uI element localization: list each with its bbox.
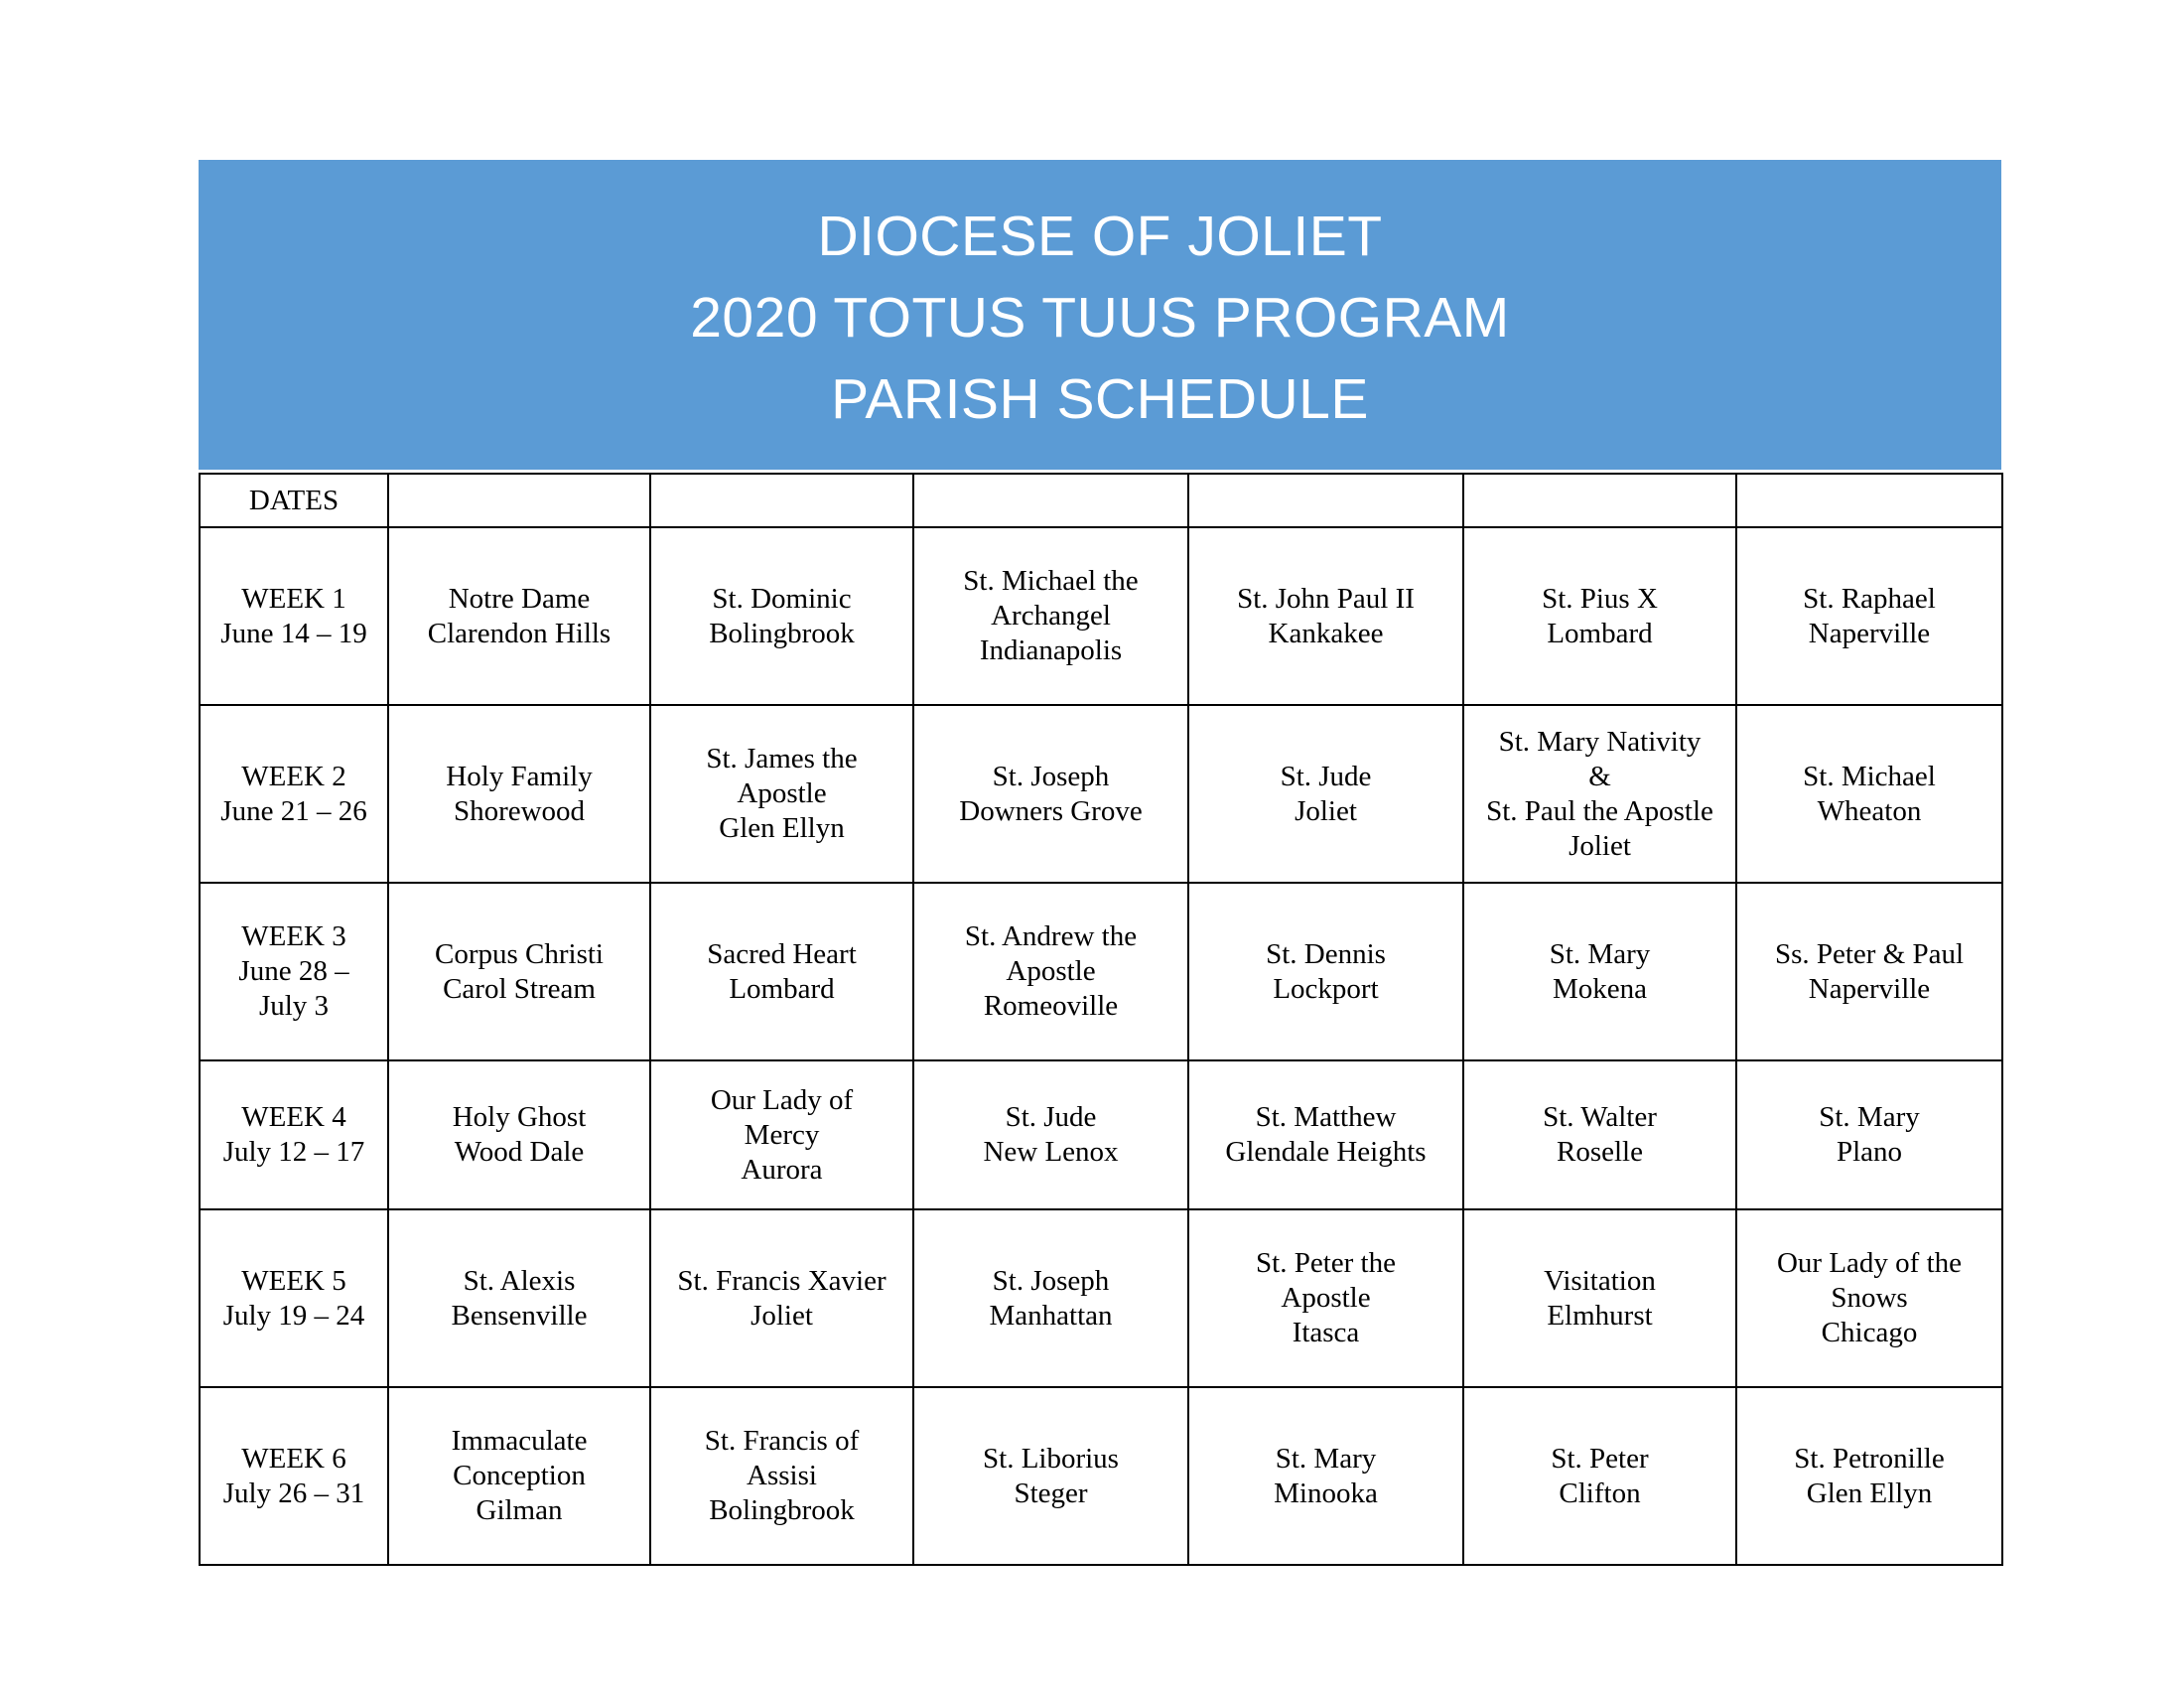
parish-cell: St. Dennis Lockport xyxy=(1188,883,1463,1060)
parish-cell: St. Francis of Assisi Bolingbrook xyxy=(650,1387,913,1565)
parish-cell: St. Joseph Manhattan xyxy=(913,1209,1188,1387)
parish-cell: St. James the Apostle Glen Ellyn xyxy=(650,705,913,883)
week-dates-cell: WEEK 1 June 14 – 19 xyxy=(200,527,388,705)
parish-cell: Sacred Heart Lombard xyxy=(650,883,913,1060)
title-program: 2020 TOTUS TUUS PROGRAM xyxy=(690,286,1510,350)
parish-cell: St. Liborius Steger xyxy=(913,1387,1188,1565)
parish-cell: St. Dominic Bolingbrook xyxy=(650,527,913,705)
parish-cell: St. Jude New Lenox xyxy=(913,1060,1188,1209)
parish-cell: Our Lady of the Snows Chicago xyxy=(1736,1209,2002,1387)
parish-cell: St. Peter Clifton xyxy=(1463,1387,1736,1565)
header-cell-dates: DATES xyxy=(200,474,388,527)
header-cell xyxy=(913,474,1188,527)
parish-cell: St. Raphael Naperville xyxy=(1736,527,2002,705)
parish-cell: Holy Family Shorewood xyxy=(388,705,650,883)
parish-schedule-table xyxy=(199,473,2003,1566)
header-cell xyxy=(1736,474,2002,527)
parish-cell: St. Andrew the Apostle Romeoville xyxy=(913,883,1188,1060)
parish-cell: St. Pius X Lombard xyxy=(1463,527,1736,705)
week-dates-cell: WEEK 5 July 19 – 24 xyxy=(200,1209,388,1387)
schedule-title-banner xyxy=(199,160,2001,470)
table-row xyxy=(200,527,2002,705)
week-dates-cell: WEEK 4 July 12 – 17 xyxy=(200,1060,388,1209)
parish-cell: St. Michael the Archangel Indianapolis xyxy=(913,527,1188,705)
parish-cell: St. John Paul II Kankakee xyxy=(1188,527,1463,705)
parish-cell: St. Joseph Downers Grove xyxy=(913,705,1188,883)
parish-cell: St. Petronille Glen Ellyn xyxy=(1736,1387,2002,1565)
parish-cell: Visitation Elmhurst xyxy=(1463,1209,1736,1387)
parish-cell: St. Jude Joliet xyxy=(1188,705,1463,883)
parish-cell: Holy Ghost Wood Dale xyxy=(388,1060,650,1209)
week-dates-cell: WEEK 6 July 26 – 31 xyxy=(200,1387,388,1565)
title-diocese: DIOCESE OF JOLIET xyxy=(817,205,1383,268)
parish-cell: St. Mary Mokena xyxy=(1463,883,1736,1060)
table-row xyxy=(200,1209,2002,1387)
parish-cell: St. Peter the Apostle Itasca xyxy=(1188,1209,1463,1387)
header-cell xyxy=(1188,474,1463,527)
parish-cell: St. Alexis Bensenville xyxy=(388,1209,650,1387)
header-cell xyxy=(1463,474,1736,527)
table-row xyxy=(200,1387,2002,1565)
header-cell xyxy=(650,474,913,527)
title-schedule: PARISH SCHEDULE xyxy=(831,367,1369,431)
table-row xyxy=(200,883,2002,1060)
week-dates-cell: WEEK 2 June 21 – 26 xyxy=(200,705,388,883)
parish-cell: Immaculate Conception Gilman xyxy=(388,1387,650,1565)
parish-cell: St. Michael Wheaton xyxy=(1736,705,2002,883)
parish-cell: St. Matthew Glendale Heights xyxy=(1188,1060,1463,1209)
week-dates-cell: WEEK 3 June 28 – July 3 xyxy=(200,883,388,1060)
table-header-row xyxy=(200,474,2002,527)
parish-cell: St. Mary Nativity & St. Paul the Apostle Joliet xyxy=(1463,705,1736,883)
parish-cell: St. Mary Plano xyxy=(1736,1060,2002,1209)
parish-cell: Notre Dame Clarendon Hills xyxy=(388,527,650,705)
parish-cell: Ss. Peter & Paul Naperville xyxy=(1736,883,2002,1060)
parish-cell: Our Lady of Mercy Aurora xyxy=(650,1060,913,1209)
table-row xyxy=(200,1060,2002,1209)
parish-cell: St. Francis Xavier Joliet xyxy=(650,1209,913,1387)
parish-cell: Corpus Christi Carol Stream xyxy=(388,883,650,1060)
parish-cell: St. Walter Roselle xyxy=(1463,1060,1736,1209)
header-cell xyxy=(388,474,650,527)
parish-cell: St. Mary Minooka xyxy=(1188,1387,1463,1565)
table-row xyxy=(200,705,2002,883)
